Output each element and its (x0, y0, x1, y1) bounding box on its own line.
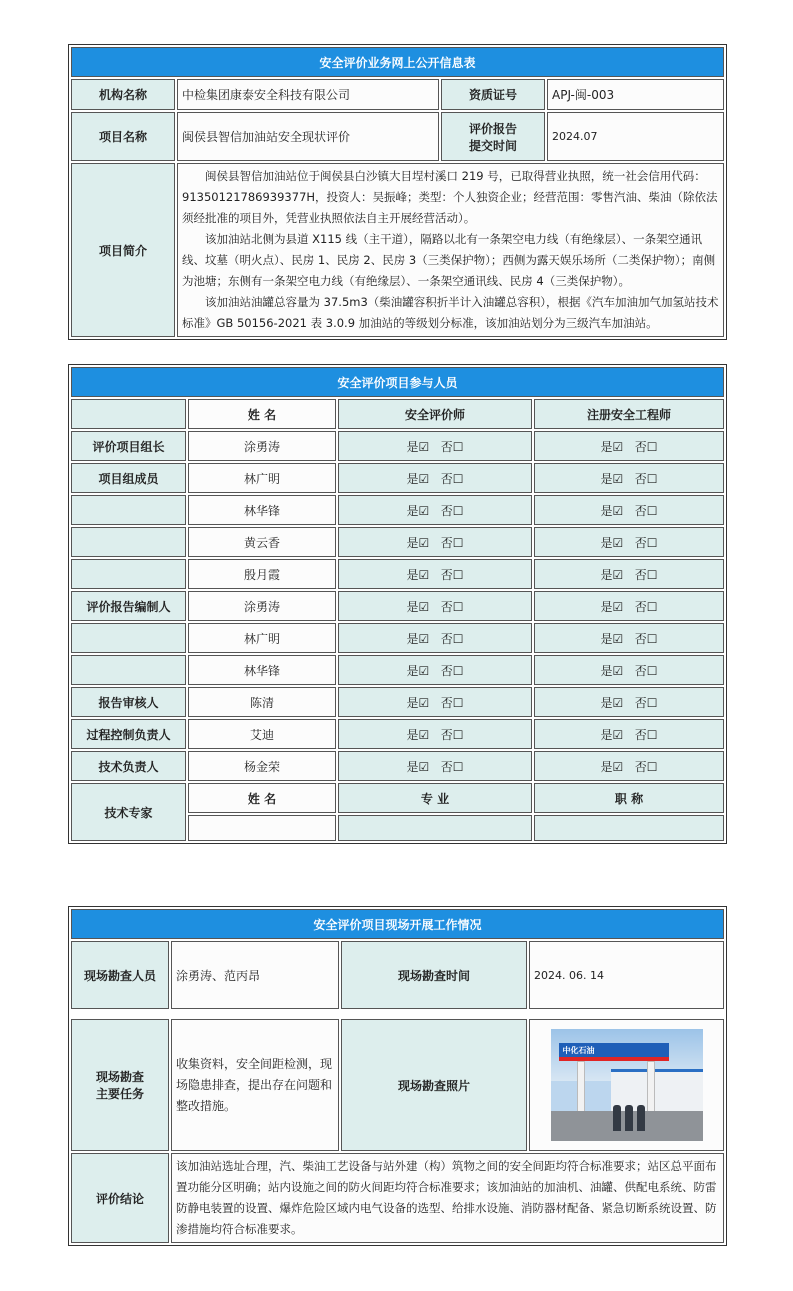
participant-row (71, 559, 724, 589)
expert-major-cell (338, 815, 532, 841)
submit-label-line1: 评价报告 (468, 121, 517, 136)
engineer-check (534, 719, 724, 749)
submit-time-label (441, 112, 545, 161)
site-work-table (68, 906, 727, 1246)
engineer-check (534, 623, 724, 653)
project-value: 闽侯县智信加油站安全现状评价 (177, 112, 439, 161)
evaluator-check (338, 591, 532, 621)
no-empty-box: 否☐ (440, 599, 464, 614)
yes-checked-box: 是☑ (600, 631, 624, 646)
yes-checked-box: 是☑ (406, 695, 430, 710)
participant-name: 艾迪 (188, 719, 336, 749)
participant-role: 项目组成员 (71, 463, 186, 493)
photo-label: 现场勘查照片 (341, 1019, 527, 1151)
participant-name: 杨金荣 (188, 751, 336, 781)
yes-checked-box: 是☑ (406, 439, 430, 454)
intro-text (177, 163, 724, 337)
participant-row (71, 623, 724, 653)
no-empty-box: 否☐ (634, 471, 658, 486)
survey-time-value: 2024. 06. 14 (529, 941, 724, 1009)
evaluator-check (338, 559, 532, 589)
yes-checked-box: 是☑ (600, 535, 624, 550)
org-value: 中检集团康泰安全科技有限公司 (177, 79, 439, 110)
engineer-check (534, 559, 724, 589)
cert-value: APJ-闽-003 (547, 79, 724, 110)
photo-sign-text: 中化石油 (562, 1046, 595, 1055)
expert-name-cell (188, 815, 336, 841)
table2-title: 安全评价项目参与人员 (71, 367, 724, 397)
participant-role (71, 495, 186, 525)
yes-checked-box: 是☑ (406, 759, 430, 774)
participants-table (68, 364, 727, 844)
engineer-check (534, 463, 724, 493)
yes-checked-box: 是☑ (600, 439, 624, 454)
no-empty-box: 否☐ (634, 599, 658, 614)
participant-role: 评价项目组长 (71, 431, 186, 461)
evaluator-check (338, 431, 532, 461)
participant-name: 林广明 (188, 623, 336, 653)
no-empty-box: 否☐ (440, 695, 464, 710)
participant-name: 林华锋 (188, 655, 336, 685)
evaluator-check (338, 751, 532, 781)
photo-cell (529, 1019, 724, 1151)
no-empty-box: 否☐ (634, 567, 658, 582)
participant-name: 殷月霞 (188, 559, 336, 589)
participant-role: 技术负责人 (71, 751, 186, 781)
evaluator-check (338, 655, 532, 685)
expert-title-cell (534, 815, 724, 841)
site-photo (551, 1029, 703, 1141)
intro-label: 项目简介 (71, 163, 175, 337)
header-name: 姓 名 (188, 399, 336, 429)
participant-name: 涂勇涛 (188, 591, 336, 621)
task-label-line1: 现场勘查 (95, 1070, 144, 1084)
no-empty-box: 否☐ (634, 695, 658, 710)
header-empty-cell (71, 399, 186, 429)
header-engineer: 注册安全工程师 (534, 399, 724, 429)
engineer-check (534, 527, 724, 557)
yes-checked-box: 是☑ (600, 503, 624, 518)
yes-checked-box: 是☑ (406, 567, 430, 582)
no-empty-box: 否☐ (634, 759, 658, 774)
evaluator-check (338, 527, 532, 557)
engineer-check (534, 655, 724, 685)
yes-checked-box: 是☑ (600, 695, 624, 710)
cert-label: 资质证号 (441, 79, 545, 110)
expert-col-title: 职 称 (534, 783, 724, 813)
org-label: 机构名称 (71, 79, 175, 110)
participant-name: 林广明 (188, 463, 336, 493)
expert-col-major: 专 业 (338, 783, 532, 813)
engineer-check (534, 751, 724, 781)
project-label: 项目名称 (71, 112, 175, 161)
no-empty-box: 否☐ (634, 727, 658, 742)
evaluator-check (338, 463, 532, 493)
intro-paragraph: 该加油站北侧为县道 X115 线（主干道），隔路以北有一条架空电力线（有绝缘层）、一条架空通讯线、坟墓（明火点）、民房 1、民房 2、民房 3（三类保护物）；西侧为露天娱乐场所（二类保护物）；南侧为池塘；东侧有一条架空电力线（有绝缘层）、一条架空通讯线、民房 4（三类保护物）。 (182, 232, 716, 288)
yes-checked-box: 是☑ (406, 471, 430, 486)
yes-checked-box: 是☑ (406, 503, 430, 518)
participant-row (71, 687, 724, 717)
participant-row (71, 719, 724, 749)
no-empty-box: 否☐ (634, 503, 658, 518)
no-empty-box: 否☐ (440, 759, 464, 774)
no-empty-box: 否☐ (634, 535, 658, 550)
evaluator-check (338, 623, 532, 653)
engineer-check (534, 495, 724, 525)
yes-checked-box: 是☑ (600, 471, 624, 486)
participant-role (71, 623, 186, 653)
yes-checked-box: 是☑ (600, 727, 624, 742)
yes-checked-box: 是☑ (600, 759, 624, 774)
engineer-check (534, 591, 724, 621)
task-value: 收集资料，安全间距检测，现场隐患排查，提出存在问题和整改措施。 (171, 1019, 339, 1151)
surveyors-label: 现场勘查人员 (71, 941, 169, 1009)
survey-time-label: 现场勘查时间 (341, 941, 527, 1009)
expert-col-name: 姓 名 (188, 783, 336, 813)
participant-row (71, 655, 724, 685)
no-empty-box: 否☐ (440, 567, 464, 582)
intro-paragraph: 该加油站油罐总容量为 37.5m3（柴油罐容积折半计入油罐总容积），根据《汽车加油加气加氢站技术标准》GB 50156-2021 表 3.0.9 加油站的等级划分标准，该加油站划分为三级汽车加油站。 (182, 295, 719, 330)
participant-role: 报告审核人 (71, 687, 186, 717)
participant-row (71, 495, 724, 525)
no-empty-box: 否☐ (440, 631, 464, 646)
yes-checked-box: 是☑ (406, 599, 430, 614)
surveyors-value: 涂勇涛、范丙昂 (171, 941, 339, 1009)
participant-name: 陈清 (188, 687, 336, 717)
participant-row (71, 751, 724, 781)
header-evaluator: 安全评价师 (338, 399, 532, 429)
evaluator-check (338, 495, 532, 525)
engineer-check (534, 687, 724, 717)
no-empty-box: 否☐ (634, 439, 658, 454)
no-empty-box: 否☐ (440, 727, 464, 742)
yes-checked-box: 是☑ (406, 535, 430, 550)
intro-paragraph: 闽侯县智信加油站位于闽侯县白沙镇大目埕村溪口 219 号，已取得营业执照，统一社会信用代码：91350121786939377H，投资人：吴振峰；类型：个人独资企业；经营范围：零售汽油、柴油（除依法须经批准的项目外，凭营业执照依法自主开展经营活动）。 (182, 169, 718, 225)
yes-checked-box: 是☑ (406, 727, 430, 742)
participant-row (71, 463, 724, 493)
no-empty-box: 否☐ (634, 631, 658, 646)
no-empty-box: 否☐ (440, 471, 464, 486)
participant-name: 涂勇涛 (188, 431, 336, 461)
no-empty-box: 否☐ (440, 439, 464, 454)
submit-time-value: 2024.07 (547, 112, 724, 161)
no-empty-box: 否☐ (440, 535, 464, 550)
no-empty-box: 否☐ (440, 663, 464, 678)
participant-role: 过程控制负责人 (71, 719, 186, 749)
participant-role (71, 527, 186, 557)
yes-checked-box: 是☑ (600, 663, 624, 678)
yes-checked-box: 是☑ (406, 663, 430, 678)
yes-checked-box: 是☑ (600, 567, 624, 582)
participant-role (71, 655, 186, 685)
participant-row (71, 591, 724, 621)
no-empty-box: 否☐ (634, 663, 658, 678)
table1-title: 安全评价业务网上公开信息表 (71, 47, 724, 77)
participant-role (71, 559, 186, 589)
expert-label: 技术专家 (71, 783, 186, 841)
evaluator-check (338, 687, 532, 717)
task-label (71, 1019, 169, 1151)
participant-name: 黄云香 (188, 527, 336, 557)
table3-title: 安全评价项目现场开展工作情况 (71, 909, 724, 939)
evaluator-check (338, 719, 532, 749)
participant-role: 评价报告编制人 (71, 591, 186, 621)
task-label-line2: 主要任务 (95, 1087, 144, 1101)
conclusion-value: 该加油站选址合理，汽、柴油工艺设备与站外建（构）筑物之间的安全间距均符合标准要求；站区总平面布置功能分区明确；站内设施之间的防火间距均符合标准要求；该加油站的加油机、油罐、供配电系统、防雷防静电装置的设置、爆炸危险区域内电气设备的选型、给排水设施、消防器材配备、紧急切断系统设置、防渗措施均符合标准要求。 (171, 1153, 724, 1243)
no-empty-box: 否☐ (440, 503, 464, 518)
engineer-check (534, 431, 724, 461)
participant-name: 林华锋 (188, 495, 336, 525)
participant-row (71, 527, 724, 557)
yes-checked-box: 是☑ (406, 631, 430, 646)
submit-label-line2: 提交时间 (468, 138, 517, 153)
public-info-table (68, 44, 727, 340)
participant-row (71, 431, 724, 461)
yes-checked-box: 是☑ (600, 599, 624, 614)
participants-rows (71, 431, 724, 781)
conclusion-label: 评价结论 (71, 1153, 169, 1243)
